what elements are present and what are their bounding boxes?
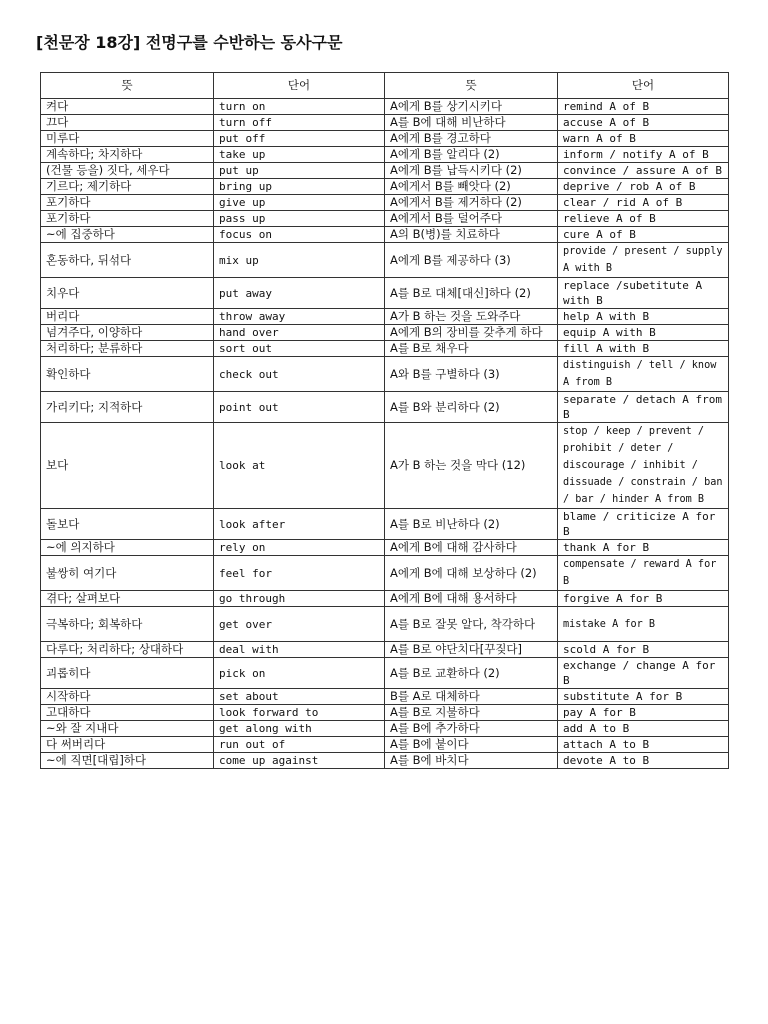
table-row [41, 423, 729, 509]
korean-meaning-cell: 치우다 [41, 278, 214, 309]
table-row [41, 737, 729, 753]
korean-meaning-cell: 고대하다 [41, 705, 214, 721]
korean-meaning-cell: 처리하다; 분류하다 [41, 341, 214, 357]
table-row [41, 591, 729, 607]
english-phrase-cell: fill A with B [558, 341, 729, 357]
korean-meaning-cell: A를 B로 지불하다 [385, 705, 558, 721]
korean-meaning-cell: A를 B로 야단치다[꾸짖다] [385, 642, 558, 658]
english-phrase-cell: compensate / reward A for B [558, 556, 729, 591]
korean-meaning-cell: B를 A로 대체하다 [385, 689, 558, 705]
table-row [41, 227, 729, 243]
korean-meaning-cell: 포기하다 [41, 211, 214, 227]
english-phrase-cell: rely on [214, 540, 385, 556]
table-header-row [41, 73, 729, 99]
table-row [41, 658, 729, 689]
english-phrase-cell: scold A for B [558, 642, 729, 658]
table-row [41, 131, 729, 147]
english-phrase-cell: pass up [214, 211, 385, 227]
vocab-table [40, 72, 729, 769]
korean-meaning-cell: A에게 B를 알리다 (2) [385, 147, 558, 163]
korean-meaning-cell: A를 B에 추가하다 [385, 721, 558, 737]
korean-meaning-cell: A를 B와 분리하다 (2) [385, 392, 558, 423]
english-phrase-cell: mistake A for B [558, 607, 729, 642]
table-row [41, 179, 729, 195]
korean-meaning-cell: 돌보다 [41, 509, 214, 540]
korean-meaning-cell: A에게 B를 납득시키다 (2) [385, 163, 558, 179]
korean-meaning-cell: ~에 집중하다 [41, 227, 214, 243]
korean-meaning-cell: A에게 B에 대해 용서하다 [385, 591, 558, 607]
table-row [41, 705, 729, 721]
english-phrase-cell: attach A to B [558, 737, 729, 753]
table-row [41, 325, 729, 341]
korean-meaning-cell: A에게 B의 장비를 갖추게 하다 [385, 325, 558, 341]
page-title: [천문장 18강] 전명구를 수반하는 동사구문 [36, 33, 343, 52]
korean-meaning-cell: 미루다 [41, 131, 214, 147]
english-phrase-cell: devote A to B [558, 753, 729, 769]
table-row [41, 163, 729, 179]
header-meaning-2: 뜻 [385, 73, 558, 99]
korean-meaning-cell: 혼동하다, 뒤섞다 [41, 243, 214, 278]
english-phrase-cell: convince / assure A of B [558, 163, 729, 179]
english-phrase-cell: cure A of B [558, 227, 729, 243]
korean-meaning-cell: 버리다 [41, 309, 214, 325]
table-row [41, 721, 729, 737]
korean-meaning-cell: ~에 의지하다 [41, 540, 214, 556]
english-phrase-cell: hand over [214, 325, 385, 341]
english-phrase-cell: run out of [214, 737, 385, 753]
korean-meaning-cell: ~에 직면[대립]하다 [41, 753, 214, 769]
table-row [41, 147, 729, 163]
english-phrase-cell: add A to B [558, 721, 729, 737]
english-phrase-cell: help A with B [558, 309, 729, 325]
table-row [41, 115, 729, 131]
english-phrase-cell: deprive / rob A of B [558, 179, 729, 195]
english-phrase-cell: look forward to [214, 705, 385, 721]
table-row [41, 341, 729, 357]
table-row [41, 195, 729, 211]
english-phrase-cell: take up [214, 147, 385, 163]
english-phrase-cell: pay A for B [558, 705, 729, 721]
english-phrase-cell: mix up [214, 243, 385, 278]
english-phrase-cell: thank A for B [558, 540, 729, 556]
korean-meaning-cell: A에게서 B를 덜어주다 [385, 211, 558, 227]
korean-meaning-cell: A의 B(병)를 치료하다 [385, 227, 558, 243]
header-word-2: 단어 [558, 73, 729, 99]
table-row [41, 689, 729, 705]
korean-meaning-cell: 기르다; 제기하다 [41, 179, 214, 195]
table-row [41, 278, 729, 309]
korean-meaning-cell: 극복하다; 회복하다 [41, 607, 214, 642]
english-phrase-cell: get over [214, 607, 385, 642]
korean-meaning-cell: 다루다; 처리하다; 상대하다 [41, 642, 214, 658]
english-phrase-cell: distinguish / tell / know A from B [558, 357, 729, 392]
korean-meaning-cell: A에게 B에 대해 보상하다 (2) [385, 556, 558, 591]
english-phrase-cell: relieve A of B [558, 211, 729, 227]
english-phrase-cell: pick on [214, 658, 385, 689]
header-word-1: 단어 [214, 73, 385, 99]
korean-meaning-cell: A를 B로 교환하다 (2) [385, 658, 558, 689]
korean-meaning-cell: A에게서 B를 빼앗다 (2) [385, 179, 558, 195]
english-phrase-cell: focus on [214, 227, 385, 243]
table-row [41, 392, 729, 423]
korean-meaning-cell: A를 B에 대해 비난하다 [385, 115, 558, 131]
english-phrase-cell: forgive A for B [558, 591, 729, 607]
table-row [41, 509, 729, 540]
english-phrase-cell: remind A of B [558, 99, 729, 115]
korean-meaning-cell: 확인하다 [41, 357, 214, 392]
header-meaning-1: 뜻 [41, 73, 214, 99]
table-row [41, 357, 729, 392]
korean-meaning-cell: 다 써버리다 [41, 737, 214, 753]
english-phrase-cell: equip A with B [558, 325, 729, 341]
english-phrase-cell: go through [214, 591, 385, 607]
english-phrase-cell: deal with [214, 642, 385, 658]
english-phrase-cell: check out [214, 357, 385, 392]
english-phrase-cell: turn off [214, 115, 385, 131]
table-row [41, 309, 729, 325]
korean-meaning-cell: A를 B로 비난하다 (2) [385, 509, 558, 540]
english-phrase-cell: point out [214, 392, 385, 423]
table-row [41, 211, 729, 227]
korean-meaning-cell: A를 B에 바치다 [385, 753, 558, 769]
korean-meaning-cell: (건물 등을) 짓다, 세우다 [41, 163, 214, 179]
table-row [41, 540, 729, 556]
korean-meaning-cell: A에게 B를 제공하다 (3) [385, 243, 558, 278]
vocab-table-body [41, 99, 729, 769]
english-phrase-cell: accuse A of B [558, 115, 729, 131]
english-phrase-cell: feel for [214, 556, 385, 591]
english-phrase-cell: clear / rid A of B [558, 195, 729, 211]
english-phrase-cell: look at [214, 423, 385, 509]
english-phrase-cell: replace /subetitute A with B [558, 278, 729, 309]
english-phrase-cell: exchange / change A for B [558, 658, 729, 689]
table-row [41, 243, 729, 278]
korean-meaning-cell: A와 B를 구별하다 (3) [385, 357, 558, 392]
korean-meaning-cell: 포기하다 [41, 195, 214, 211]
korean-meaning-cell: 보다 [41, 423, 214, 509]
korean-meaning-cell: A에게 B를 경고하다 [385, 131, 558, 147]
english-phrase-cell: warn A of B [558, 131, 729, 147]
english-phrase-cell: sort out [214, 341, 385, 357]
korean-meaning-cell: A를 B로 잘못 알다, 착각하다 [385, 607, 558, 642]
english-phrase-cell: set about [214, 689, 385, 705]
english-phrase-cell: bring up [214, 179, 385, 195]
english-phrase-cell: look after [214, 509, 385, 540]
korean-meaning-cell: A가 B 하는 것을 막다 (12) [385, 423, 558, 509]
english-phrase-cell: substitute A for B [558, 689, 729, 705]
korean-meaning-cell: 겪다; 살펴보다 [41, 591, 214, 607]
korean-meaning-cell: A에게서 B를 제거하다 (2) [385, 195, 558, 211]
english-phrase-cell: throw away [214, 309, 385, 325]
korean-meaning-cell: A가 B 하는 것을 도와주다 [385, 309, 558, 325]
korean-meaning-cell: 가리키다; 지적하다 [41, 392, 214, 423]
korean-meaning-cell: A에게 B를 상기시키다 [385, 99, 558, 115]
korean-meaning-cell: A를 B에 붙이다 [385, 737, 558, 753]
english-phrase-cell: come up against [214, 753, 385, 769]
korean-meaning-cell: 괴롭히다 [41, 658, 214, 689]
english-phrase-cell: blame / criticize A for B [558, 509, 729, 540]
korean-meaning-cell: 시작하다 [41, 689, 214, 705]
table-row [41, 607, 729, 642]
korean-meaning-cell: A를 B로 채우다 [385, 341, 558, 357]
english-phrase-cell: separate / detach A from B [558, 392, 729, 423]
korean-meaning-cell: 켜다 [41, 99, 214, 115]
english-phrase-cell: provide / present / supply A with B [558, 243, 729, 278]
korean-meaning-cell: 넘겨주다, 이양하다 [41, 325, 214, 341]
english-phrase-cell: inform / notify A of B [558, 147, 729, 163]
english-phrase-cell: put away [214, 278, 385, 309]
korean-meaning-cell: ~와 잘 지내다 [41, 721, 214, 737]
table-row [41, 753, 729, 769]
korean-meaning-cell: A를 B로 대체[대신]하다 (2) [385, 278, 558, 309]
english-phrase-cell: turn on [214, 99, 385, 115]
korean-meaning-cell: 끄다 [41, 115, 214, 131]
english-phrase-cell: stop / keep / prevent / prohibit / deter / discourage / inhibit / dissuade / constrain / ban / bar / hinder A from B [558, 423, 729, 509]
english-phrase-cell: get along with [214, 721, 385, 737]
table-row [41, 642, 729, 658]
korean-meaning-cell: A에게 B에 대해 감사하다 [385, 540, 558, 556]
table-row [41, 99, 729, 115]
english-phrase-cell: put up [214, 163, 385, 179]
table-row [41, 556, 729, 591]
english-phrase-cell: give up [214, 195, 385, 211]
korean-meaning-cell: 계속하다; 차지하다 [41, 147, 214, 163]
english-phrase-cell: put off [214, 131, 385, 147]
korean-meaning-cell: 불쌍히 여기다 [41, 556, 214, 591]
